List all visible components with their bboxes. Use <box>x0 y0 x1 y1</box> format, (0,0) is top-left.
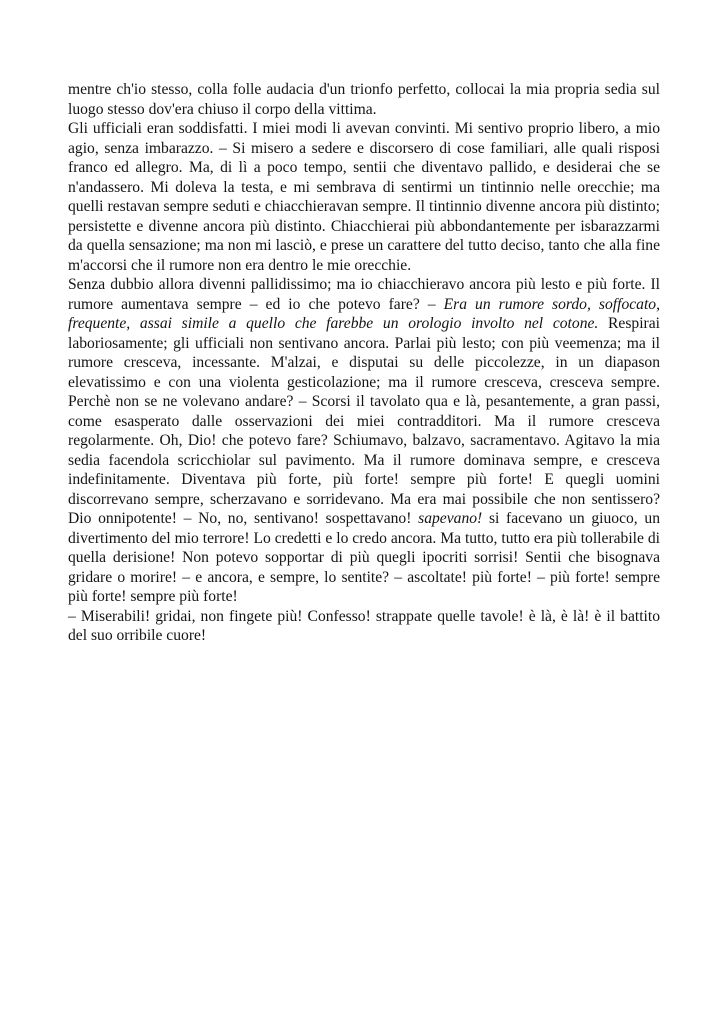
paragraph <box>68 607 660 646</box>
italic-text: Era un rumore sordo, soffocato, frequente, assai simile a quello che farebbe un orologio involto nel cotone. <box>68 295 660 332</box>
paragraph-text: – Miserabili! gridai, non fingete più! Confesso! strappate quelle tavole! è là, è là! è il battito del suo orribile cuore! <box>68 607 660 644</box>
paragraph-text: Respirai laboriosamente; gli ufficiali non sentivano ancora. Parlai più lesto; con più veemenza; ma il rumore cresceva, incessante. M'alzai, e disputai su delle piccolezze, in un diapason elevatissimo e con una violenta gesticolazione; ma il rumore cresceva, cresceva sempre. Perchè non se ne volevano andare? – Scorsi il tavolato qua e là, pesantemente, a gran passi, come esasperato dalle osservazioni dei miei contradditori. Ma il rumore cresceva regolarmente. Oh, Dio! che potevo fare? Schiumavo, balzavo, sacramentavo. Agitavo la mia sedia facendola scricchiolar sul pavimento. Ma il rumore dominava sempre, e cresceva indefinitamente. Diventava più forte, più forte! sempre più forte! E quegli uomini discorrevano sempre, scherzavano e sorridevano. Ma era mai possibile che non sentissero? Dio onnipotente! – No, no, sentivano! sospettavano! <box>68 315 660 527</box>
italic-text: sapevano! <box>418 510 483 527</box>
paragraph-text: mentre ch'io stesso, colla folle audacia d'un trionfo perfetto, collocai la mia propria sedia sul luogo stesso dov'era chiuso il corpo della vittima. <box>68 81 660 118</box>
paragraph <box>68 275 660 607</box>
paragraph-text: Gli ufficiali eran soddisfatti. I miei modi li avevan convinti. Mi sentivo proprio libero, a mio agio, senza imbarazzo. – Si misero a sedere e discorsero di cose familiari, alle quali risposi franco ed allegro. Ma, di lì a poco tempo, sentii che diventavo pallido, e desiderai che se n'andassero. Mi doleva la testa, e mi sembrava di sentirmi un tintinnio nelle orecchie; ma quelli restavan sempre seduti e chiacchieravan sempre. Il tintinnio divenne ancora più distinto; persistette e divenne ancora più distinto. Chiacchierai più abbondantemente per isbarazzarmi da quella sensazione; ma non mi lasciò, e prese un carattere del tutto deciso, tanto che alla fine m'accorsi che il rumore non era dentro le mie orecchie. <box>68 120 660 274</box>
paragraph <box>68 119 660 275</box>
paragraph <box>68 80 660 119</box>
paragraph-text: si facevano un giuoco, un divertimento del mio terrore! Lo credetti e lo credo ancora. Ma tutto, tutto era più tollerabile di quella derisione! Non potevo sopportar di più quegli ipocriti sorrisi! Sentii che bisognava gridare o morire! – e ancora, e sempre, lo sentite? – ascoltate! più forte! – più forte! sempre più forte! sempre più forte! <box>68 510 660 605</box>
document-page <box>68 80 660 646</box>
paragraph-text: Senza dubbio allora divenni pallidissimo; ma io chiacchieravo ancora più lesto e più forte. Il rumore aumentava sempre – ed io che potevo fare? – <box>68 276 660 313</box>
